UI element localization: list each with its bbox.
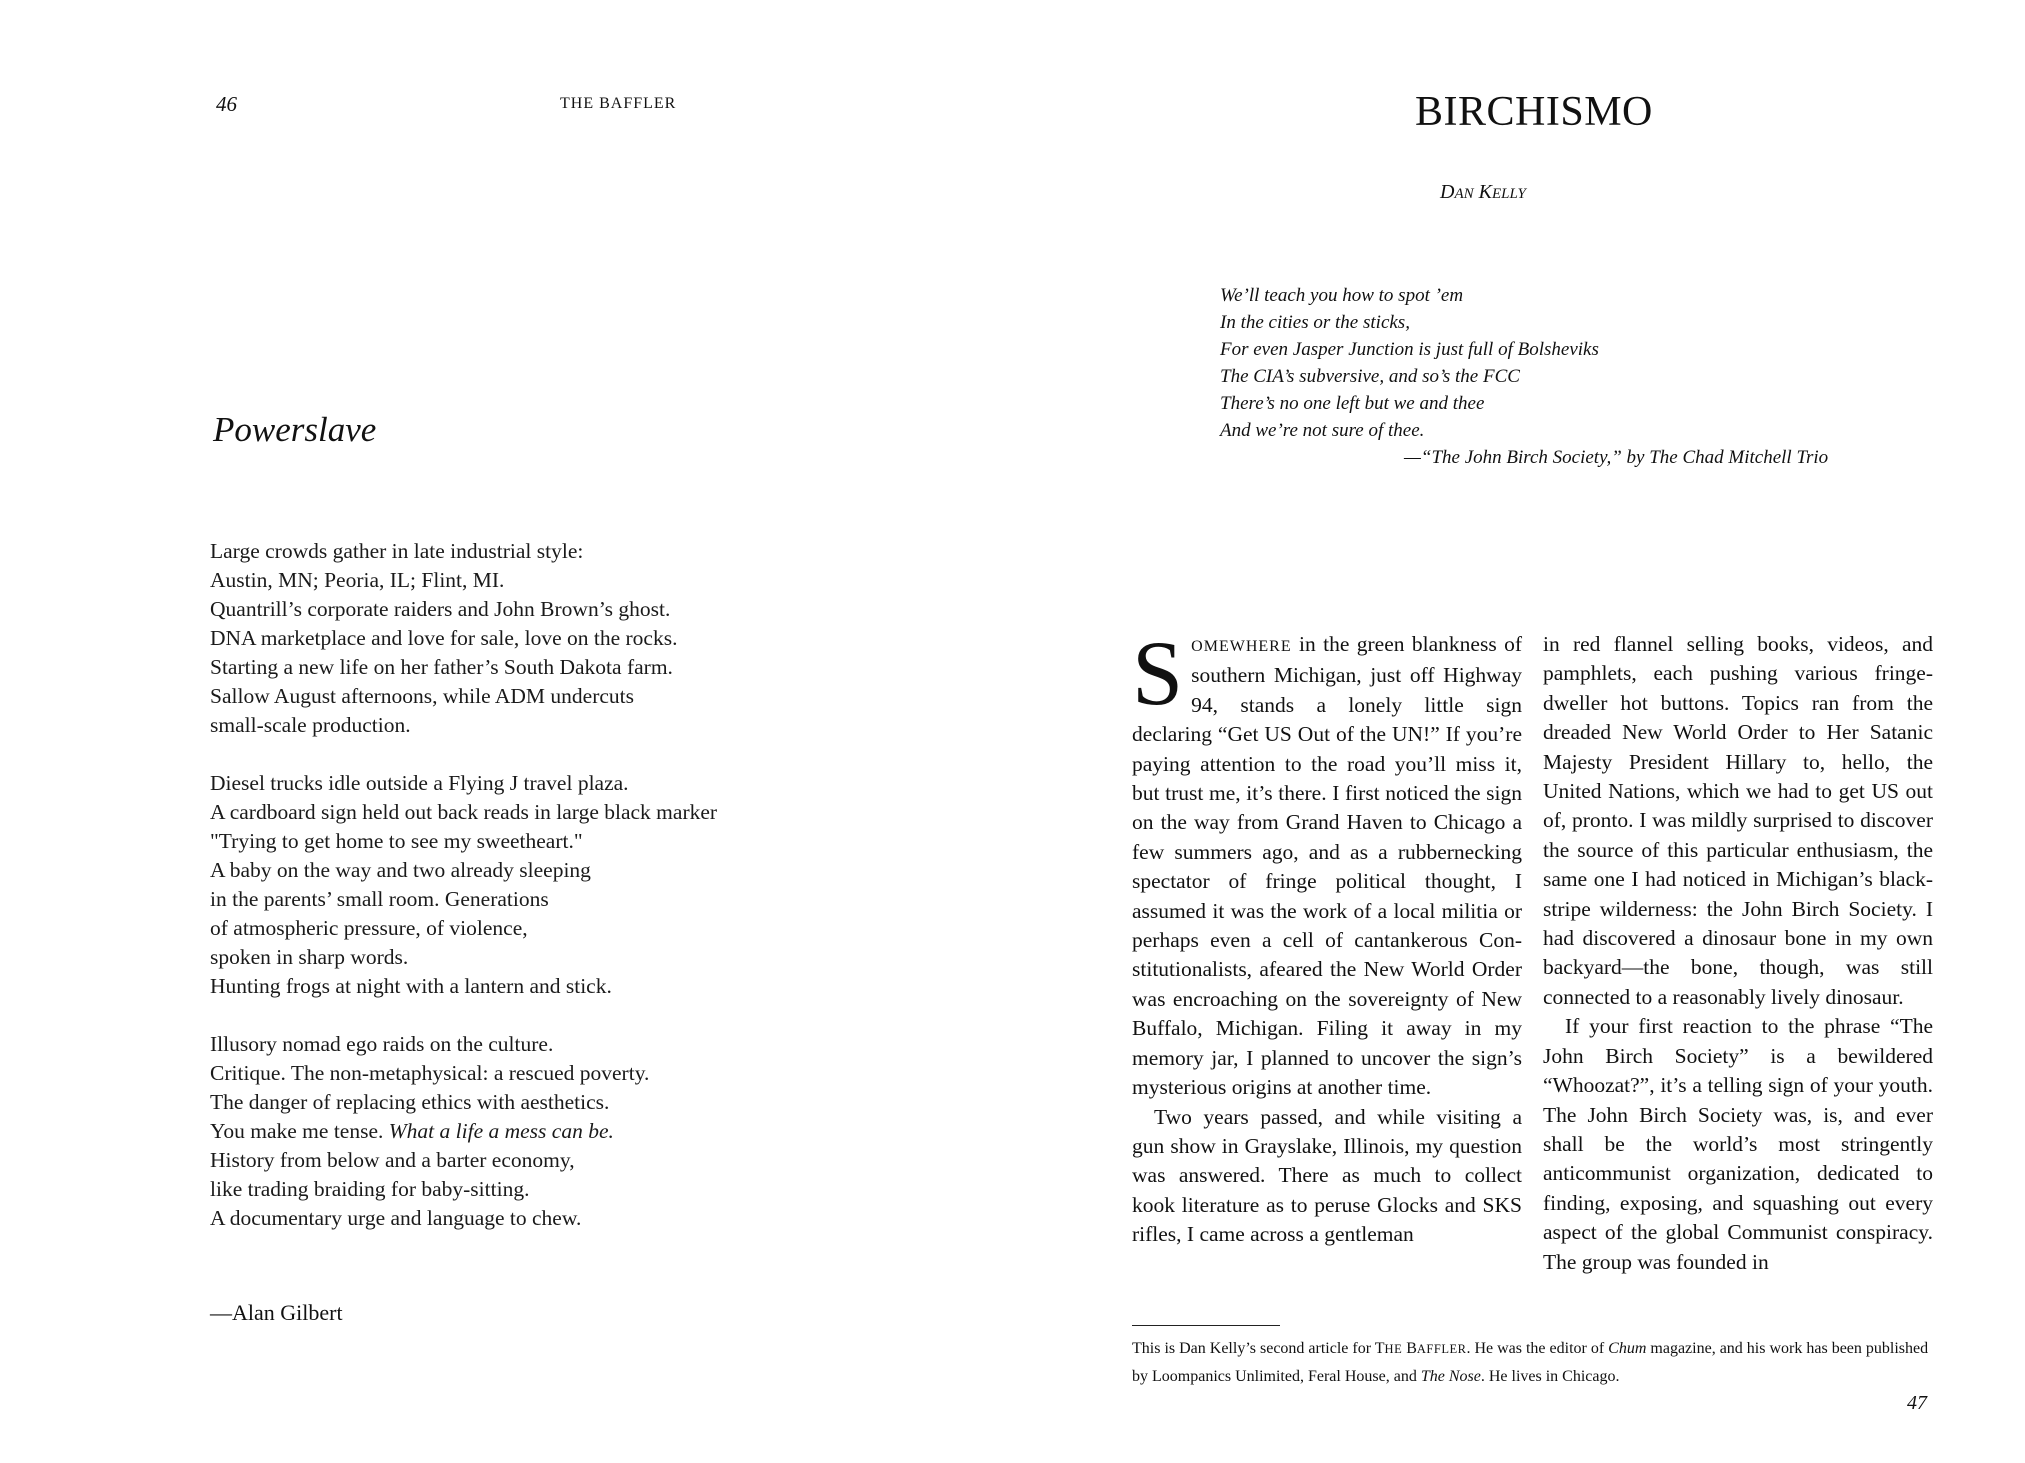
page-number-right: 47 bbox=[1907, 1392, 1927, 1414]
epigraph-line: The CIA’s subversive, and so’s the FCC bbox=[1220, 366, 1520, 387]
poem-line: A documentary urge and language to chew. bbox=[210, 1206, 582, 1230]
footnote-text: . He lives in Chicago. bbox=[1480, 1368, 1620, 1385]
poem-line: small-scale production. bbox=[210, 713, 411, 737]
epigraph-line: We’ll teach you how to spot ’em bbox=[1220, 285, 1464, 306]
article-column-left bbox=[1132, 622, 1522, 1250]
footnote-text: . He was the editor of bbox=[1466, 1340, 1609, 1357]
poem-line: Diesel trucks idle outside a Flying J travel plaza. bbox=[210, 771, 629, 795]
footnote-text: magazine, and his work has been published by Loompanics Unlimited, Feral House, and bbox=[1132, 1340, 1929, 1385]
poem-stanza-3 bbox=[210, 1030, 850, 1233]
poem-line: spoken in sharp words. bbox=[210, 945, 409, 969]
poem-body bbox=[210, 537, 850, 1262]
byline bbox=[1440, 181, 1526, 204]
poem-line: in the parents’ small room. Generations bbox=[210, 887, 549, 911]
opener-smallcaps: OMEWHERE bbox=[1191, 638, 1292, 655]
poem-title: Powerslave bbox=[213, 410, 377, 449]
running-head: THE BAFFLER bbox=[560, 95, 677, 112]
footnote-chum: Chum bbox=[1608, 1340, 1647, 1357]
epigraph-line: There’s no one left but we and thee bbox=[1220, 393, 1485, 414]
poem-line: Critique. The non-metaphysical: a rescued poverty. bbox=[210, 1061, 650, 1085]
epigraph-credit: —“The John Birch Society,” by The Chad Mitchell Trio bbox=[1404, 447, 1829, 468]
byline-initial: D bbox=[1440, 181, 1455, 203]
poem-line: A cardboard sign held out back reads in large black marker bbox=[210, 800, 718, 824]
magazine-initial: B bbox=[1406, 1340, 1417, 1357]
poem-line bbox=[210, 1117, 850, 1146]
article-paragraph: If your first reaction to the phrase “The John Birch Society” is a bewildered “Whoozat?”, it’s a telling sign of your youth. The John Birch Society was, is, and ever shall be the world’s most stringently anticommunist organization, dedicated to finding, exposing, and squashing out every aspect of the global Communist conspiracy. The group was founded in bbox=[1543, 1014, 1933, 1274]
byline-smallcaps: AN bbox=[1454, 186, 1474, 202]
poem-line: Illusory nomad ego raids on the culture. bbox=[210, 1032, 554, 1056]
poem-line: Quantrill’s corporate raiders and John Brown’s ghost. bbox=[210, 597, 671, 621]
poem-stanza-2 bbox=[210, 769, 850, 1001]
byline-initial: K bbox=[1478, 181, 1492, 203]
poem-line-part: You make me tense. bbox=[210, 1119, 384, 1143]
paragraph-text: in the green blankness of southern Michigan, just off Highway 94, stands a lonely little sign declaring “Get US Out of the UN!” If you’re paying attention to the road you’ll miss it, but trust me, it’s there. I first noticed the sign on the way from Grand Haven to Chicago a few summers ago, and as a rubbernecking spectator of fringe political thought, I assumed it was the work of a local militia or perhaps even a cell of cantankerous Constitutionalists, afeared the New World Order was encroaching on the sovereignty of New Buffalo, Michigan. Filing it away in my memory jar, I planned to uncover the sign’s mysterious origins at another time. bbox=[1132, 632, 1522, 1100]
magazine-smallcaps: HE bbox=[1384, 1342, 1403, 1356]
article-paragraph bbox=[1132, 622, 1522, 1103]
poem-line-italic: What a life a mess can be. bbox=[388, 1119, 614, 1143]
article-paragraph: Two years passed, and while visiting a gun show in Grayslake, Illinois, my question was answered. There as much to collect kook literature as to peruse Glocks and SKS rifles, I came across a gentleman bbox=[1132, 1104, 1522, 1247]
poem-line: The danger of replacing ethics with aesthetics. bbox=[210, 1090, 610, 1114]
poem-line: DNA marketplace and love for sale, love on the rocks. bbox=[210, 626, 678, 650]
epigraph bbox=[1220, 282, 1860, 471]
footnote bbox=[1132, 1335, 1933, 1391]
article-title: BIRCHISMO bbox=[1415, 89, 1653, 135]
poem-line: History from below and a barter economy, bbox=[210, 1148, 575, 1172]
footnote-nose: The Nose bbox=[1420, 1368, 1481, 1385]
poem-line: Sallow August afternoons, while ADM undercuts bbox=[210, 684, 634, 708]
poem-stanza-1 bbox=[210, 537, 850, 740]
poem-line: Austin, MN; Peoria, IL; Flint, MI. bbox=[210, 568, 505, 592]
poem-line: "Trying to get home to see my sweetheart." bbox=[210, 829, 583, 853]
poem-line: of atmospheric pressure, of violence, bbox=[210, 916, 528, 940]
poem-line: A baby on the way and two already sleeping bbox=[210, 858, 591, 882]
byline-smallcaps: ELLY bbox=[1491, 186, 1526, 202]
page-number-left: 46 bbox=[216, 92, 237, 116]
article-paragraph: in red flannel selling books, videos, and pamphlets, each pushing various fringe-dweller hot buttons. Topics ran from the dreaded New World Order to Her Satanic Majesty President Hillary to, hello, the United Nations, which we had to get US out of, pronto. I was mildly surprised to discover the source of this particular enthusiasm, the same one I had noticed in Michigan’s black-stripe wilderness: the John Birch Society. I had discovered a dinosaur bone in my own backyard—the bone, though, was still connected to a reasonably lively dinosaur. bbox=[1543, 632, 1933, 1009]
magazine-smallcaps: AFFLER bbox=[1416, 1342, 1467, 1356]
epigraph-line: And we’re not sure of thee. bbox=[1220, 420, 1425, 441]
drop-cap: S bbox=[1132, 622, 1184, 724]
footnote-text: This is Dan Kelly’s second article for bbox=[1132, 1340, 1375, 1357]
article-column-right bbox=[1543, 630, 1933, 1277]
poem-author: —Alan Gilbert bbox=[210, 1300, 343, 1325]
epigraph-line: In the cities or the sticks, bbox=[1220, 312, 1410, 333]
poem-line: Large crowds gather in late industrial style: bbox=[210, 539, 584, 563]
poem-line: Starting a new life on her father’s South Dakota farm. bbox=[210, 655, 673, 679]
epigraph-line: For even Jasper Junction is just full of Bolsheviks bbox=[1220, 339, 1599, 360]
magazine-name bbox=[1375, 1340, 1467, 1357]
poem-line: Hunting frogs at night with a lantern and stick. bbox=[210, 974, 612, 998]
poem-line: like trading braiding for baby-sitting. bbox=[210, 1177, 530, 1201]
magazine-initial: T bbox=[1374, 1340, 1385, 1357]
footnote-rule bbox=[1132, 1325, 1280, 1326]
